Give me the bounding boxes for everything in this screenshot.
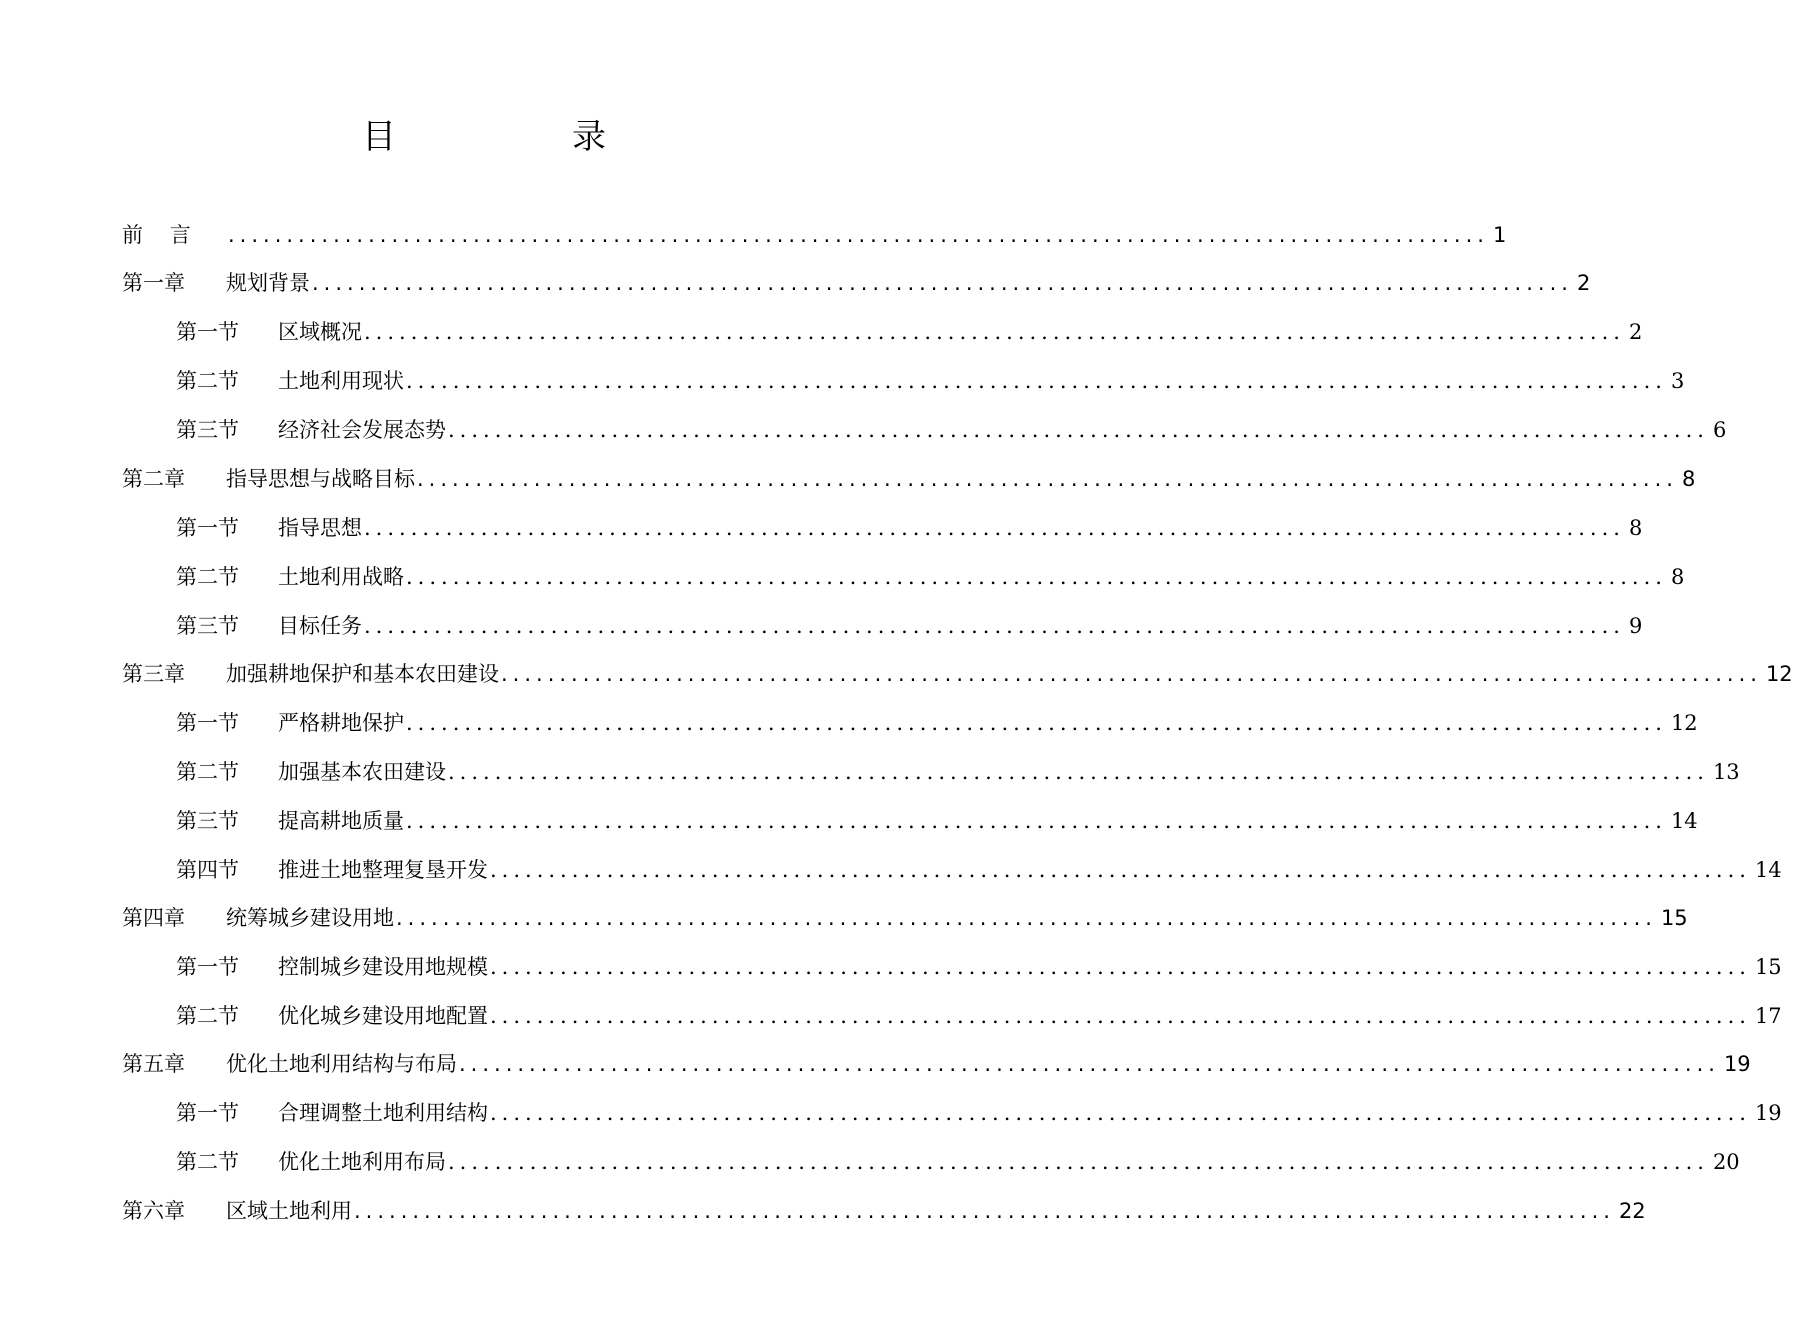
toc-entry-page: 19 (1754, 1101, 1782, 1125)
toc-entry-section[interactable] (176, 804, 1698, 838)
toc-entry-section[interactable] (176, 755, 1740, 789)
toc-entry-page: 1 (1492, 223, 1507, 247)
toc-leader-dots: ............................................................................................................ (490, 858, 1751, 882)
toc-entry-title: 严格耕地保护 (278, 711, 404, 735)
toc-entry-title: 指导思想与战略目标 (226, 467, 415, 491)
toc-entry-label: 第二节 (176, 1150, 239, 1174)
toc-entry-label: 第六章 (122, 1199, 185, 1223)
toc-leader-dots: ............................................................................................................ (448, 760, 1709, 784)
toc-entry-label: 第三节 (176, 418, 239, 442)
toc-entry-page: 8 (1628, 516, 1643, 540)
toc-entry-title: 推进土地整理复垦开发 (278, 858, 488, 882)
toc-leader-dots: ............................................................................................................ (406, 369, 1667, 393)
toc-entry-label: 第一节 (176, 516, 239, 540)
toc-entry-section[interactable] (176, 853, 1782, 887)
toc-leader-dots: ............................................................................................................ (490, 1004, 1751, 1028)
toc-entry-title: 区域概况 (278, 320, 362, 344)
toc-entry-section[interactable] (176, 706, 1698, 740)
toc-leader-dots: ............................................................................................................ (312, 271, 1573, 295)
toc-entry-page: 15 (1660, 906, 1688, 930)
toc-entry-label: 第二节 (176, 369, 239, 393)
toc-entry-title: 统筹城乡建设用地 (226, 906, 394, 930)
toc-entry-page: 12 (1670, 711, 1698, 735)
toc-leader-dots: ............................................................................................................ (501, 662, 1762, 686)
toc-entry-section[interactable] (176, 1096, 1782, 1130)
toc-entry-title: 指导思想 (278, 516, 362, 540)
toc-entry-section[interactable] (176, 560, 1685, 594)
toc-entry-page: 6 (1712, 418, 1727, 442)
toc-leader-dots: ............................................................................................................ (448, 1150, 1709, 1174)
toc-entry-section[interactable] (176, 413, 1727, 447)
toc-leader-dots: ............................................................................................................ (406, 711, 1667, 735)
toc-leader-dots: ............................................................................................................ (354, 1199, 1615, 1223)
toc-title-char-2: 录 (572, 117, 606, 157)
toc-entry-label: 第三章 (122, 662, 185, 686)
toc-entry-section[interactable] (176, 609, 1643, 643)
toc-entry-page: 2 (1628, 320, 1643, 344)
toc-entry-label: 第二节 (176, 565, 239, 589)
toc-entry-page: 19 (1723, 1052, 1751, 1076)
toc-leader-dots: ............................................................................................................ (448, 418, 1709, 442)
toc-entry-section[interactable] (176, 999, 1782, 1033)
toc-entry-section[interactable] (176, 511, 1643, 545)
toc-leader-dots: ............................................................................................................ (459, 1052, 1720, 1076)
toc-leader-dots: ............................................................................................................ (406, 809, 1667, 833)
toc-leader-dots: ............................................................................................................ (417, 467, 1678, 491)
toc-entry-label: 第三节 (176, 614, 239, 638)
toc-entry-label: 第二节 (176, 760, 239, 784)
toc-entry-chapter-4[interactable] (122, 901, 1688, 935)
toc-entry-foreword[interactable] (122, 218, 1507, 252)
toc-entry-chapter-5[interactable] (122, 1047, 1751, 1081)
toc-entry-title: 经济社会发展态势 (278, 418, 446, 442)
toc-entry-label: 第一节 (176, 711, 239, 735)
toc-entry-chapter-2[interactable] (122, 462, 1696, 496)
toc-entry-label: 第四章 (122, 906, 185, 930)
toc-leader-dots: ............................................................................................................ (406, 565, 1667, 589)
toc-entry-title: 加强基本农田建设 (278, 760, 446, 784)
toc-entry-label: 第一节 (176, 955, 239, 979)
toc-entry-page: 8 (1681, 467, 1696, 491)
toc-entry-label: 第一节 (176, 1101, 239, 1125)
toc-entry-label: 第四节 (176, 858, 239, 882)
toc-entry-page: 3 (1670, 369, 1685, 393)
toc-entry-section[interactable] (176, 1145, 1740, 1179)
toc-entry-title: 目标任务 (278, 614, 362, 638)
toc-leader-dots: ............................................................................................................ (364, 614, 1625, 638)
toc-entry-title: 优化土地利用结构与布局 (226, 1052, 457, 1076)
toc-entry-chapter-1[interactable] (122, 266, 1591, 300)
toc-entry-label: 第五章 (122, 1052, 185, 1076)
toc-entry-section[interactable] (176, 364, 1685, 398)
toc-entry-page: 14 (1754, 858, 1782, 882)
toc-entry-title: 提高耕地质量 (278, 809, 404, 833)
toc-entry-chapter-6[interactable] (122, 1194, 1646, 1228)
toc-entry-title: 区域土地利用 (226, 1199, 352, 1223)
toc-entry-title: 土地利用现状 (278, 369, 404, 393)
toc-leader-dots: ............................................................................................................ (228, 223, 1489, 247)
toc-entry-section[interactable] (176, 315, 1643, 349)
toc-leader-dots: ............................................................................................................ (364, 516, 1625, 540)
toc-entry-title: 控制城乡建设用地规模 (278, 955, 488, 979)
toc-entry-label: 第二节 (176, 1004, 239, 1028)
toc-entry-page: 13 (1712, 760, 1740, 784)
toc-entry-label: 第二章 (122, 467, 185, 491)
toc-entry-title: 土地利用战略 (278, 565, 404, 589)
toc-entry-title: 优化城乡建设用地配置 (278, 1004, 488, 1028)
toc-entry-page: 9 (1628, 614, 1643, 638)
toc-entry-section[interactable] (176, 950, 1782, 984)
toc-entry-page: 2 (1576, 271, 1591, 295)
toc-entry-page: 8 (1670, 565, 1685, 589)
toc-entry-title: 加强耕地保护和基本农田建设 (226, 662, 499, 686)
toc-leader-dots: ............................................................................................................ (396, 906, 1657, 930)
toc-entry-label: 前 言 (122, 223, 191, 247)
toc-leader-dots: ............................................................................................................ (364, 320, 1625, 344)
toc-entry-label: 第一章 (122, 271, 185, 295)
toc-leader-dots: ............................................................................................................ (490, 955, 1751, 979)
toc-entry-page: 22 (1618, 1199, 1646, 1223)
toc-entry-page: 12 (1765, 662, 1793, 686)
toc-title-char-1: 目 (362, 117, 396, 157)
toc-entry-chapter-3[interactable] (122, 657, 1793, 691)
toc-entry-title: 规划背景 (226, 271, 310, 295)
toc-leader-dots: ............................................................................................................ (490, 1101, 1751, 1125)
toc-entry-page: 17 (1754, 1004, 1782, 1028)
toc-entry-page: 20 (1712, 1150, 1740, 1174)
toc-entry-label: 第三节 (176, 809, 239, 833)
toc-entry-title: 合理调整土地利用结构 (278, 1101, 488, 1125)
toc-entry-page: 14 (1670, 809, 1698, 833)
toc-entry-title: 优化土地利用布局 (278, 1150, 446, 1174)
toc-entry-label: 第一节 (176, 320, 239, 344)
toc-entry-page: 15 (1754, 955, 1782, 979)
